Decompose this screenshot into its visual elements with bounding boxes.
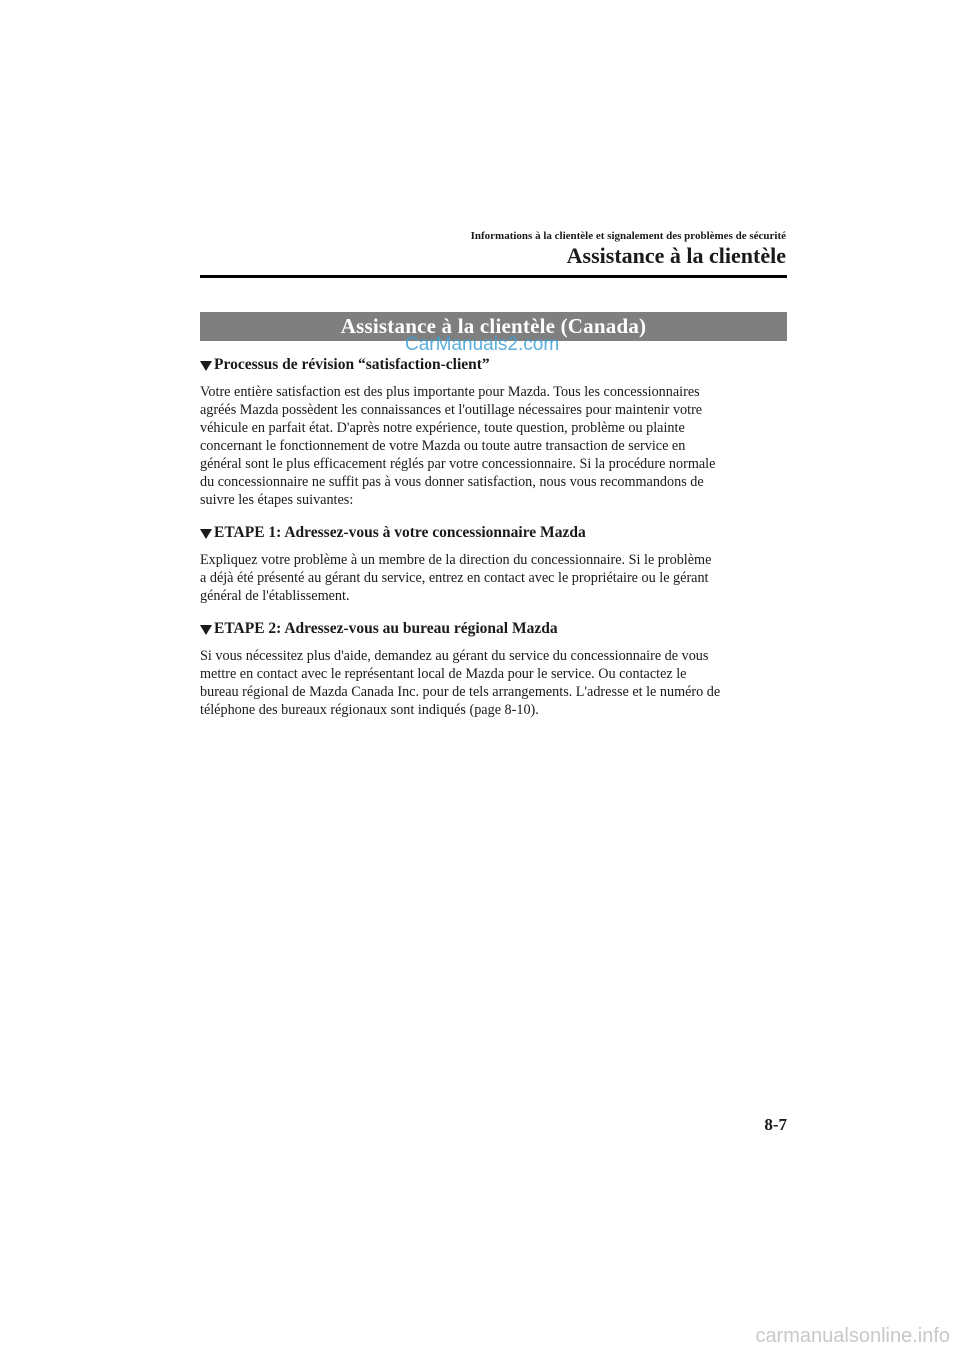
page-number: 8-7 (764, 1115, 787, 1134)
subsection-heading (200, 620, 790, 638)
subsection-heading (200, 524, 790, 542)
paragraph (200, 551, 790, 605)
triangle-down-icon (200, 529, 212, 539)
triangle-down-icon (200, 625, 212, 635)
paragraph-line: mettre en contact avec le représentant local de Mazda pour le service. Ou contactez le (200, 666, 687, 682)
watermark: CarManuals2.com (405, 334, 560, 355)
subsection-etape-1 (200, 524, 790, 605)
header-title: Assistance à la clientèle (566, 243, 786, 268)
content (200, 356, 790, 734)
paragraph (200, 647, 790, 719)
paragraph-line: général de l'établissement. (200, 588, 350, 604)
section-banner: Assistance à la clientèle (Canada) (200, 312, 787, 341)
paragraph-line: concernant le fonctionnement de votre Mazda ou toute autre transaction de service en (200, 438, 686, 454)
paragraph (200, 383, 790, 509)
paragraph-line: téléphone des bureaux régionaux sont indiqués (page 8-10). (200, 702, 539, 718)
paragraph-line: agréés Mazda possèdent les connaissances et l'outillage nécessaires pour maintenir votre (200, 402, 703, 418)
header-rule (200, 275, 787, 278)
subsection-heading (200, 356, 790, 374)
paragraph-line: Votre entière satisfaction est des plus importante pour Mazda. Tous les concessionnaires (200, 384, 700, 400)
subsection-etape-2 (200, 620, 790, 719)
paragraph-line: Si vous nécessitez plus d'aide, demandez au gérant du service du concessionnaire de vous (200, 648, 709, 664)
footer-url: carmanualsonline.info (755, 1325, 950, 1347)
subsection-satisfaction (200, 356, 790, 509)
paragraph-line: véhicule en parfait état. D'après notre expérience, toute question, problème ou plainte (200, 420, 685, 436)
subsection-heading-text: ETAPE 1: Adressez-vous à votre concessionnaire Mazda (214, 524, 586, 541)
triangle-down-icon (200, 361, 212, 371)
header-subtitle: Informations à la clientèle et signalement des problèmes de sécurité (470, 230, 786, 242)
subsection-heading-text: ETAPE 2: Adressez-vous au bureau régional Mazda (214, 620, 558, 637)
paragraph-line: suivre les étapes suivantes: (200, 492, 354, 508)
paragraph-line: Expliquez votre problème à un membre de la direction du concessionnaire. Si le problème (200, 552, 712, 568)
subsection-heading-text: Processus de révision “satisfaction-client” (214, 356, 490, 373)
paragraph-line: bureau régional de Mazda Canada Inc. pour de tels arrangements. L'adresse et le numéro de (200, 684, 721, 700)
paragraph-line: du concessionnaire ne suffit pas à vous donner satisfaction, nous vous recommandons de (200, 474, 704, 490)
paragraph-line: a déjà été présenté au gérant du service, entrez en contact avec le propriétaire ou le gérant (200, 570, 709, 586)
paragraph-line: général sont le plus efficacement réglés par votre concessionnaire. Si la procédure normale (200, 456, 716, 472)
